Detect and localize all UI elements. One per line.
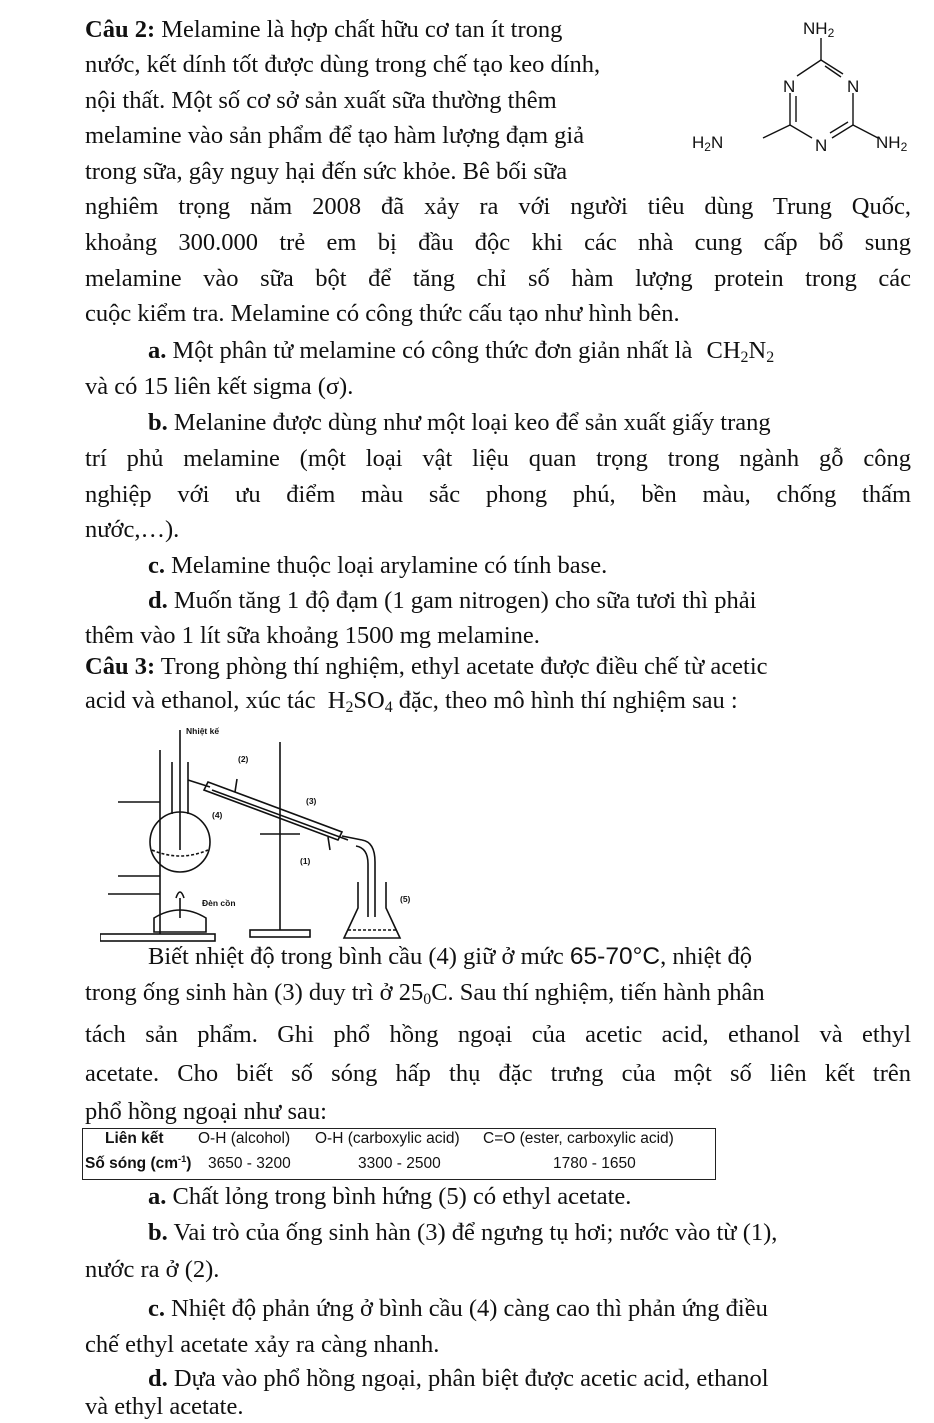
cau3-p1a: Biết nhiệt độ trong bình cầu (4) giữ ở mức — [148, 943, 564, 970]
label-1: (1) — [300, 856, 311, 866]
cau3-c-line-2: chế ethyl acetate xảy ra càng nhanh. — [85, 1331, 440, 1358]
cau2-c-label: c. — [148, 552, 165, 579]
cau2-line-9: cuộc kiểm tra. Melamine có công thức cấu tạo như hình bên. — [85, 300, 680, 327]
cau3-catalyst-formula — [328, 687, 393, 714]
cau3-para-3: tách sản phẩm. Ghi phổ hồng ngoại của acetic acid, ethanol và ethyl — [85, 1021, 911, 1048]
cau2-b-line-3: nghiệp với ưu điểm màu sắc phong phú, bền màu, chống thấm — [85, 481, 911, 508]
cau3-b-line-2: nước ra ở (2). — [85, 1256, 220, 1283]
melamine-left-h2n: H2N — [692, 133, 724, 154]
formula-ch: CH — [706, 337, 741, 364]
cau3-option-a — [148, 1182, 631, 1212]
cau2-a-formula — [706, 337, 774, 364]
cau3-option-d — [148, 1364, 769, 1394]
cau2-label: Câu 2: — [85, 16, 156, 43]
cau3-p2b: . Sau thí nghiệm, tiến hành phân — [447, 979, 765, 1006]
cau3-c-label: c. — [148, 1295, 165, 1322]
ir-header-oh-alcohol: O-H (alcohol) — [198, 1130, 291, 1147]
cau3-b-text-1: Vai trò của ống sinh hàn (3) để ngưng tụ hơi; nước vào từ (1), — [173, 1219, 778, 1246]
cau3-d-line-2: và ethyl acetate. — [85, 1393, 244, 1420]
melamine-structure-diagram — [690, 14, 930, 164]
cau3-a-label: a. — [148, 1183, 167, 1210]
cau3-a-text: Chất lỏng trong bình hứng (5) có ethyl acetate. — [172, 1183, 632, 1210]
cau3-c-text-1: Nhiệt độ phản ứng ở bình cầu (4) càng cao thì phản ứng điều — [171, 1295, 768, 1322]
cau3-condenser-temp: 25 — [398, 979, 424, 1006]
ir-header-co: C=O (ester, carboxylic acid) — [483, 1130, 674, 1147]
ir-row-label-text: Số sóng (cm — [85, 1155, 179, 1172]
cau2-line-1 — [85, 15, 562, 45]
cau3-option-c — [148, 1294, 768, 1324]
cau2-a-text: Một phân tử melamine có công thức đơn giản nhất là — [172, 337, 693, 364]
cau3-temp: 65-70°C — [569, 943, 661, 970]
cau3-para-2 — [85, 978, 765, 1008]
cau2-text-1: Melamine là hợp chất hữu cơ tan ít trong — [161, 16, 563, 43]
formula-n: N — [748, 337, 767, 364]
cau2-option-d — [148, 586, 756, 616]
cau2-d-text-1: Muốn tăng 1 độ đạm (1 gam nitrogen) cho sữa tươi thì phải — [173, 587, 757, 614]
cau2-line-7: khoảng 300.000 trẻ em bị đầu độc khi các nhà cung cấp bổ sung — [85, 229, 911, 256]
cau2-line-6: nghiêm trọng năm 2008 đã xảy ra với người tiêu dùng Trung Quốc, — [85, 193, 911, 220]
label-2: (2) — [238, 754, 249, 764]
melamine-n-bottom: N — [815, 136, 828, 155]
ir-row-label-sup: -1 — [178, 1153, 187, 1164]
ir-value-alcohol: 3650 - 3200 — [208, 1155, 291, 1172]
ir-header-bond: Liên kết — [105, 1130, 164, 1147]
cau3-b-label: b. — [148, 1219, 168, 1246]
burner-label: Đèn cồn — [202, 898, 236, 908]
thermometer-label: Nhiệt kế — [186, 726, 220, 736]
cau2-d-label: d. — [148, 587, 168, 614]
cau3-d-label: d. — [148, 1365, 168, 1392]
cau3-d-text-1: Dựa vào phổ hồng ngoại, phân biệt được acetic acid, ethanol — [173, 1365, 769, 1392]
label-3: (3) — [306, 796, 317, 806]
melamine-right-nh2: NH2 — [876, 133, 908, 154]
distillation-apparatus-diagram — [100, 722, 430, 950]
cau2-d-line-2: thêm vào 1 lít sữa khoảng 1500 mg melamine. — [85, 622, 540, 649]
ir-row-label — [85, 1155, 191, 1173]
cau3-temp-unit: C — [431, 979, 448, 1006]
ir-table — [82, 1128, 716, 1180]
cau2-b-text-1: Melanine được dùng như một loại keo để sản xuất giấy trang — [173, 409, 771, 436]
cau2-b-line-4: nước,…). — [85, 516, 180, 543]
cau2-option-b — [148, 408, 771, 438]
cau2-b-line-2: trí phủ melamine (một loại vật liệu quan trọng trong ngành gỗ công — [85, 445, 911, 472]
label-5: (5) — [400, 894, 411, 904]
ir-value-acid: 3300 - 2500 — [358, 1155, 441, 1172]
cau2-line-4: melamine vào sản phẩm để tạo hàm lượng đạm giả — [85, 122, 585, 149]
h2so4-sub-2: 2 — [345, 698, 354, 716]
label-4: (4) — [212, 810, 223, 820]
cau2-line-2: nước, kết dính tốt được dùng trong chế tạo keo dính, — [85, 51, 601, 78]
cau3-text-2b: đặc, theo mô hình thí nghiệm sau : — [398, 687, 738, 714]
cau2-line-3: nội thất. Một số cơ sở sản xuất sữa thường thêm — [85, 87, 557, 114]
melamine-n-left: N — [783, 77, 796, 96]
cau3-label: Câu 3: — [85, 653, 156, 680]
cau2-a-label: a. — [148, 337, 167, 364]
ir-row-label-end: ) — [186, 1155, 192, 1172]
h2so4-h: H — [327, 687, 346, 714]
ir-header-oh-acid: O-H (carboxylic acid) — [315, 1130, 460, 1147]
cau3-para-4: acetate. Cho biết số sóng hấp thụ đặc trưng của một số liên kết trên — [85, 1060, 911, 1087]
cau2-c-text: Melamine thuộc loại arylamine có tính base. — [171, 552, 608, 579]
cau2-b-label: b. — [148, 409, 168, 436]
cau3-para-1 — [148, 942, 752, 972]
cau2-a-continued: và có 15 liên kết sigma (σ). — [85, 373, 354, 400]
cau2-line-8: melamine vào sữa bột để tăng chỉ số hàm lượng protein trong các — [85, 265, 911, 292]
cau3-temp-sub: 0 — [423, 990, 432, 1008]
formula-sub-1: 2 — [740, 348, 749, 366]
cau3-option-b — [148, 1218, 777, 1248]
melamine-top-nh2: NH2 — [803, 19, 835, 40]
cau3-text-1: Trong phòng thí nghiệm, ethyl acetate được điều chế từ acetic — [160, 653, 768, 680]
cau2-option-c — [148, 551, 607, 581]
formula-sub-2: 2 — [766, 348, 775, 366]
cau3-line-1 — [85, 652, 768, 682]
cau2-option-a — [148, 336, 774, 366]
cau3-p2a: trong ống sinh hàn (3) duy trì ở — [85, 979, 393, 1006]
cau3-p1b: , nhiệt độ — [660, 943, 752, 970]
cau2-line-5: trong sữa, gây nguy hại đến sức khỏe. Bê bối sữa — [85, 158, 568, 185]
cau3-line-2 — [85, 686, 738, 716]
cau3-para-5: phổ hồng ngoại như sau: — [85, 1098, 327, 1125]
melamine-n-right: N — [847, 77, 860, 96]
cau3-text-2a: acid và ethanol, xúc tác — [85, 687, 316, 714]
h2so4-so: SO — [353, 687, 385, 714]
ir-value-co: 1780 - 1650 — [553, 1155, 636, 1172]
h2so4-sub-4: 4 — [384, 698, 393, 716]
